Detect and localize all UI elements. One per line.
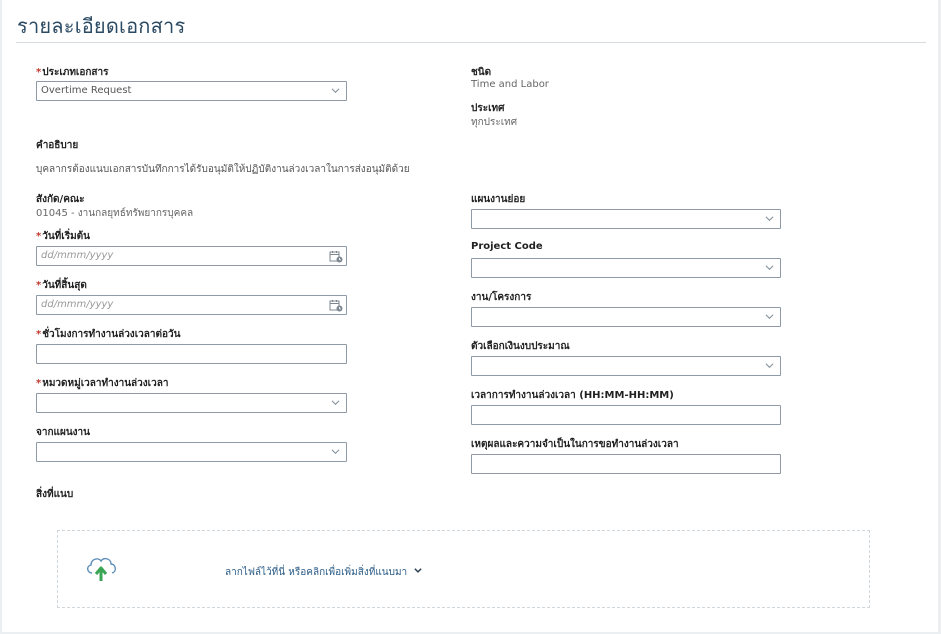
ot-reason-input[interactable] xyxy=(471,454,781,474)
doc-type-value: Overtime Request xyxy=(41,85,132,96)
doc-type-select[interactable] xyxy=(36,81,347,101)
required-marker: * xyxy=(36,67,42,78)
sub-plan-label: แผนงานย่อย xyxy=(471,194,526,205)
ot-category-label: *หมวดหมู่เวลาทำงานล่วงเวลา xyxy=(36,378,169,389)
budget-option-label: ตัวเลือกเงินงบประมาณ xyxy=(471,341,570,352)
document-details-panel xyxy=(2,0,938,632)
ot-category-select[interactable] xyxy=(36,393,347,413)
start-date-label: *วันที่เริ่มต้น xyxy=(36,231,90,242)
title-divider xyxy=(16,42,926,43)
chevron-down-icon xyxy=(331,86,340,95)
work-project-select[interactable] xyxy=(471,307,781,327)
end-date-input[interactable] xyxy=(36,295,347,315)
start-date-input[interactable] xyxy=(36,246,347,266)
attachments-label: สิ่งที่แนบ xyxy=(36,489,74,500)
description-text: บุคลากรต้องแนบเอกสารบันทึกการได้รับอนุมัติให้ปฏิบัติงานล่วงเวลาในการส่งอนุมัติด้วย xyxy=(36,164,410,175)
ot-time-label: เวลาการทำงานล่วงเวลา (HH:MM-HH:MM) xyxy=(471,390,674,401)
ot-hours-input[interactable] xyxy=(36,344,347,364)
from-plan-label: จากแผนงาน xyxy=(36,427,91,438)
from-plan-select[interactable] xyxy=(36,442,347,462)
country-value: ทุกประเทศ xyxy=(471,117,518,128)
dropzone-text[interactable]: ลากไฟล์ไว้ที่นี่ หรือคลิกเพื่อเพิ่มสิ่งที่แนบมา xyxy=(225,567,408,578)
end-date-label: *วันที่สิ้นสุด xyxy=(36,280,87,291)
department-label: สังกัด/คณะ xyxy=(36,194,85,205)
chevron-down-icon xyxy=(765,263,774,272)
kind-label: ชนิด xyxy=(471,67,492,78)
ot-hours-label: *ชั่วโมงการทำงานล่วงเวลาต่อวัน xyxy=(36,329,181,340)
page-title: รายละเอียดเอกสาร xyxy=(17,14,186,38)
project-code-label: Project Code xyxy=(471,241,543,252)
kind-value: Time and Labor xyxy=(471,79,549,90)
chevron-down-icon xyxy=(765,361,774,370)
chevron-down-icon xyxy=(765,312,774,321)
calendar-icon[interactable] xyxy=(329,250,343,263)
work-project-label: งาน/โครงการ xyxy=(471,292,532,303)
project-code-select[interactable] xyxy=(471,258,781,278)
attachment-dropzone[interactable] xyxy=(57,530,870,608)
ot-time-input[interactable] xyxy=(471,405,781,425)
budget-option-select[interactable] xyxy=(471,356,781,376)
calendar-icon[interactable] xyxy=(329,299,343,312)
country-label: ประเทศ xyxy=(471,103,505,114)
description-label: คำอธิบาย xyxy=(36,140,79,151)
ot-reason-label: เหตุผลและความจำเป็นในการขอทำงานล่วงเวลา xyxy=(471,439,679,450)
end-date-placeholder: dd/mmm/yyyy xyxy=(41,299,114,310)
chevron-down-icon[interactable] xyxy=(413,566,423,575)
cloud-upload-icon xyxy=(84,553,120,583)
doc-type-label: *ประเภทเอกสาร xyxy=(36,67,109,78)
chevron-down-icon xyxy=(331,398,340,407)
chevron-down-icon xyxy=(331,447,340,456)
chevron-down-icon xyxy=(765,214,774,223)
department-value: 01045 - งานกลยุทธ์ทรัพยากรบุคคล xyxy=(36,208,194,219)
start-date-placeholder: dd/mmm/yyyy xyxy=(41,250,114,261)
sub-plan-select[interactable] xyxy=(471,209,781,229)
